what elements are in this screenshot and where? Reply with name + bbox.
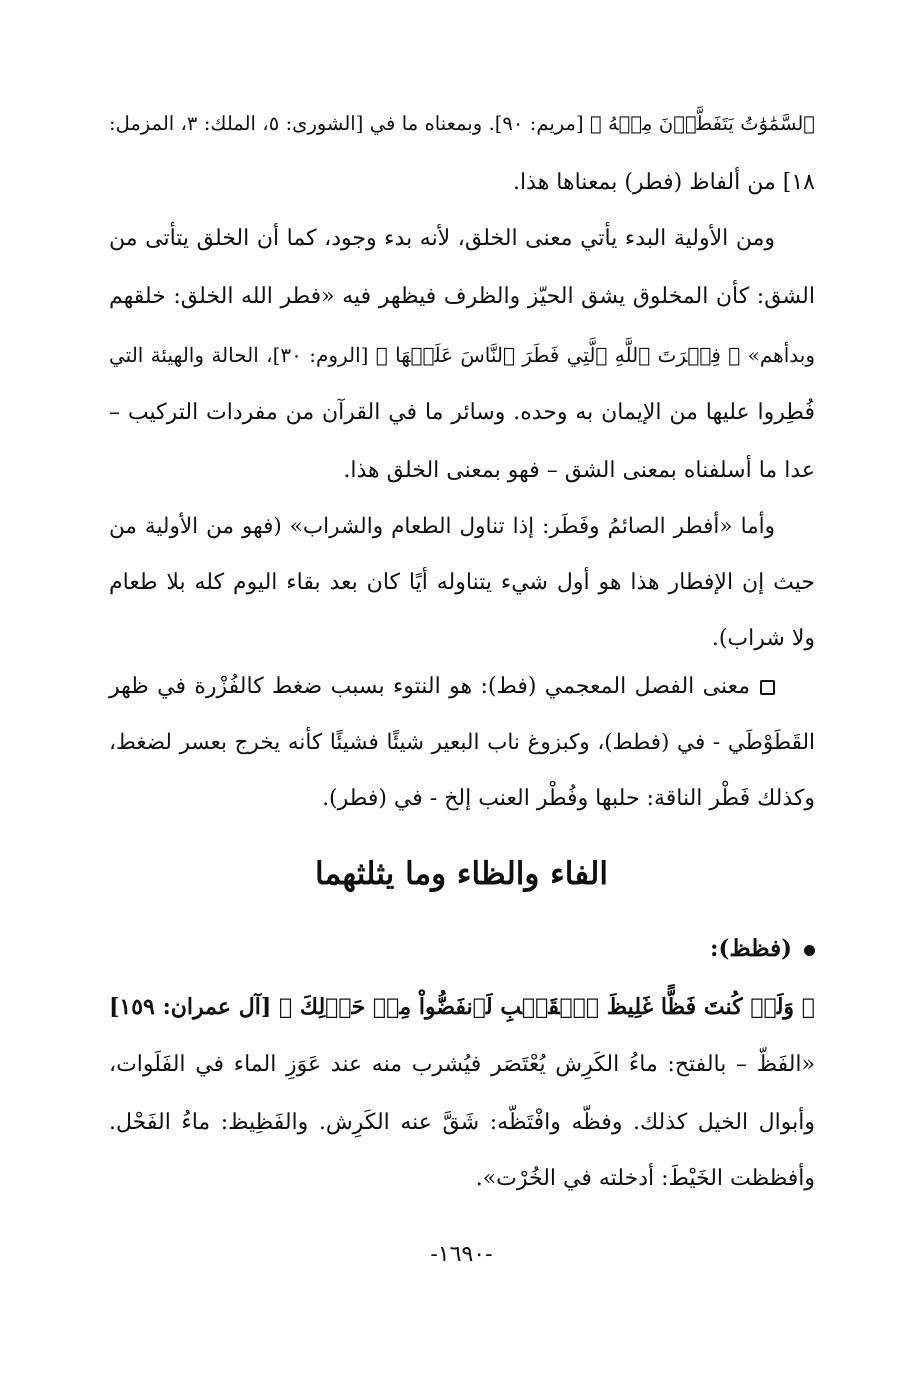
paragraph2-line4: فُطِروا عليها من الإيمان به وحده. وسائر ما في القرآن من مفردات التركيب – (109, 400, 815, 425)
entry-head (710, 932, 815, 966)
page-number: -١٦٩٠- (430, 1242, 493, 1267)
paragraph2-line1: ومن الأولية البدء يأتي معنى الخلق، لأنه بدء وجود، كما أن الخلق يتأتى من (109, 226, 775, 251)
paragraph5-line2: وأبوال الخيل كذلك. وفظّه وافْتَظّه: شَقَّ عنه الكَرِش. والفَظِيظ: ماءُ الفَحْل. (109, 1110, 815, 1135)
paragraph3-line2: حيث إن الإفطار هذا هو أول شيء يتناوله أيًا كان بعد بقاء اليوم كله بلا طعام (109, 570, 815, 595)
paragraph2-line2: الشق: كأن المخلوق يشق الحيّز والظرف فيظهر فيه «فطر الله الخلق: خلقهم (109, 284, 815, 309)
paragraph5-line3: وأفظظت الخَيْطَ: أدخلته في الخُرْت». (475, 1166, 815, 1191)
paragraph3-line3: ولا شراب). (711, 626, 815, 651)
paragraph5-line1: «الفَظّ – بالفتح: ماءُ الكَرِش يُعْتَصَر فيُشرب منه عند عَوَزِ الماء في الفَلَوات، (109, 1052, 815, 1077)
entry-term: (فظظ): (710, 935, 792, 962)
paragraph1-line1: ٱلسَّمَٰوَٰتُ يَتَفَطَّرۡنَ مِنۡهُ ﴾ [مريم: ٩٠]. وبمعناه ما في [الشورى: ٥، الملك: ٣، المزمل: (109, 112, 815, 135)
paragraph4-line1 (109, 670, 775, 704)
paragraph3-line1: وأما «أفطر الصائمُ وفَطَر: إذا تناول الطعام والشراب» (فهو من الأولية من (109, 514, 775, 539)
paragraph1-line2: ١٨] من ألفاظ (فطر) بمعناها هذا. (513, 170, 815, 195)
paragraph4-line2: القَطَوْطَي - في (فطط)، وكبزوغ ناب البعير شيئًا فشيئًا كأنه يخرج بعسر لضغط، (109, 730, 815, 755)
paragraph4-line1-text: معنى الفصل المعجمي (فط): هو النتوء بسبب ضغط كالفُزْرة في ظهر (109, 674, 750, 699)
checkbox-square-icon (760, 680, 775, 695)
bullet-icon (804, 945, 815, 956)
section-heading: الفاء والظاء وما يثلثهما (315, 856, 608, 892)
quran-verse: ﴿ وَلَوۡ كُنتَ فَظًّا غَلِيظَ ٱلۡقَلۡبِ لَٱنفَضُّواْ مِنۡ حَوۡلِكَ ﴾ [آل عمران: ١٥٩] (109, 994, 815, 1020)
paragraph2-line3: وبدأهم» ﴿ فِطۡرَتَ ٱللَّهِ ٱلَّتِي فَطَرَ ٱلنَّاسَ عَلَيۡهَا ﴾ [الروم: ٣٠]، الحالة والهيئة التي (109, 343, 815, 367)
paragraph2-line5: عدا ما أسلفناه بمعنى الشق – فهو بمعنى الخلق هذا. (343, 458, 815, 483)
paragraph4-line3: وكذلك فَطْر الناقة: حلبها وفُطْر العنب إلخ - في (فطر). (322, 786, 815, 811)
